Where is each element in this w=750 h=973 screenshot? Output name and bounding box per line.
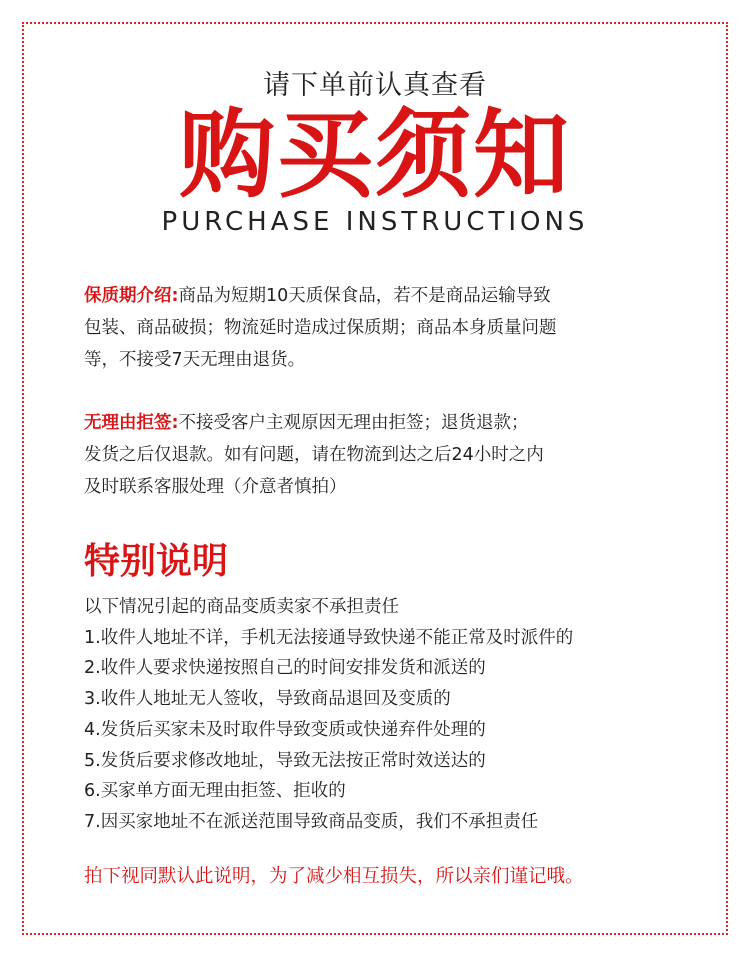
list-item: 6.买家单方面无理由拒签、拒收的 — [84, 781, 346, 802]
shelf-life-line-1 — [84, 280, 684, 312]
list-item: 3.收件人地址无人签收，导致商品退回及变质的 — [84, 689, 451, 710]
shelf-life-text-3: 等，不接受7天无理由退货。 — [84, 350, 306, 370]
refusal-text-3: 及时联系客服处理（介意者慎拍） — [84, 477, 347, 497]
shelf-life-text-2: 包装、商品破损；物流延时造成过保质期；商品本身质量问题 — [84, 318, 557, 338]
header-subtitle: 请下单前认真查看 — [263, 70, 487, 101]
list-item: 1.收件人地址不详，手机无法接通导致快递不能正常及时派件的 — [84, 627, 574, 648]
list-item: 7.因买家地址不在派送范围导致商品变质，我们不承担责任 — [84, 811, 539, 832]
list-item: 4.发货后买家未及时取件导致变质或快递弃件处理的 — [84, 719, 486, 740]
refusal-section — [84, 407, 684, 503]
list-item: 5.发货后要求修改地址，导致无法按正常时效送达的 — [84, 750, 486, 771]
shelf-life-label: 保质期介绍: — [84, 286, 179, 306]
refusal-line-1 — [84, 407, 684, 439]
shelf-life-text-1: 商品为短期10天质保食品，若不是商品运输导致 — [178, 286, 551, 306]
page-title-english: PURCHASE INSTRUCTIONS — [161, 207, 589, 237]
list-item: 以下情况引起的商品变质卖家不承担责任 — [84, 597, 399, 617]
list-item: 2.收件人要求快递按照自己的时间安排发货和派送的 — [84, 658, 486, 679]
special-notes-list — [84, 592, 704, 838]
footer-note: 拍下视同默认此说明，为了减少相互损失，所以亲们谨记哦。 — [84, 866, 584, 887]
refusal-text-2: 发货之后仅退款。如有问题，请在物流到达之后24小时之内 — [84, 445, 544, 465]
page-title: 购买须知 — [179, 99, 571, 211]
refusal-text-1: 不接受客户主观原因无理由拒签；退货退款； — [178, 413, 529, 433]
refusal-label: 无理由拒签: — [84, 413, 179, 433]
special-notes-title: 特别说明 — [84, 541, 229, 582]
shelf-life-section — [84, 280, 684, 376]
